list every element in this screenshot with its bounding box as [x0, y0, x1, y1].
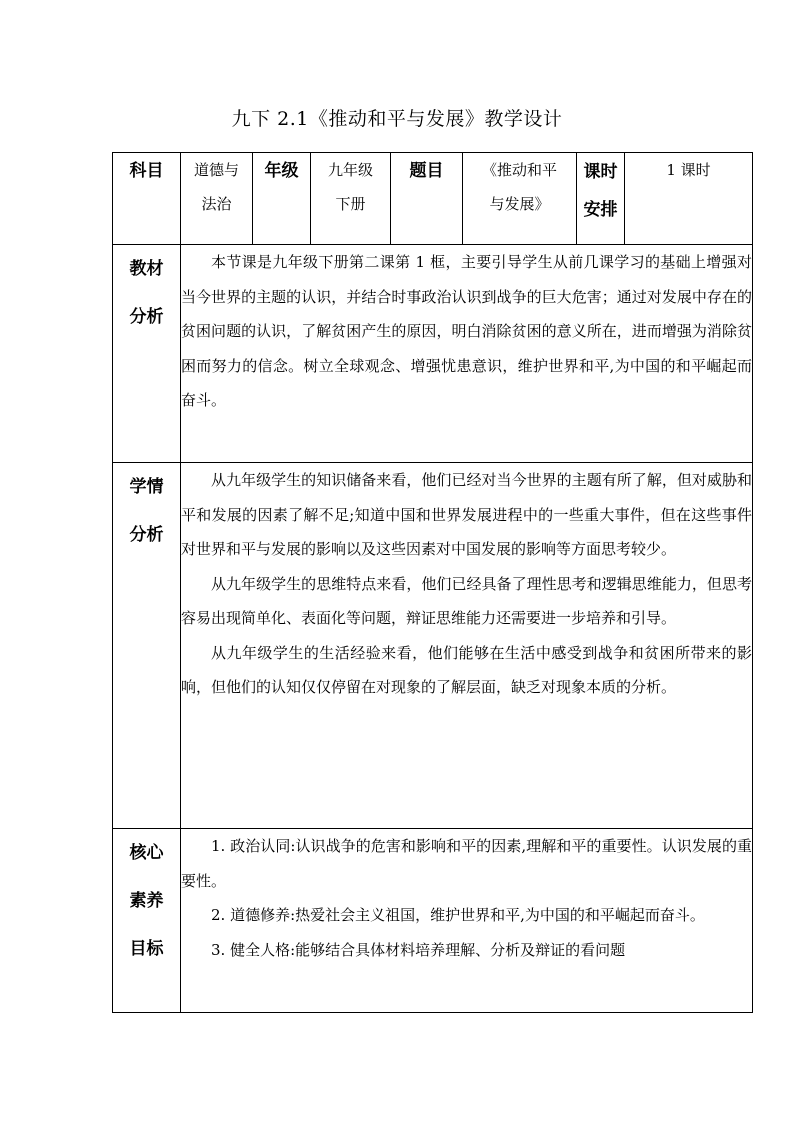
subject-label: 科目 [113, 153, 181, 245]
grade-value [311, 153, 391, 245]
section-paragraph: 本节课是九年级下册第二课第 1 框，主要引导学生从前几课学习的基础上增强对当今世界的主题的认识，并结合时事政治认识到战争的巨大危害；通过对发展中存在的贫困问题的认识，了解贫困产生的原因，明白消除贫困的意义所在，进而增强为消除贫困而努力的信念。树立全球观念、增强忧患意识，维护世界和平,为中国的和平崛起而奋斗。 [181, 253, 752, 409]
section-paragraph: 从九年级学生的思维特点来看，他们已经具备了理性思考和逻辑思维能力，但思考容易出现简单化、表面化等问题，辩证思维能力还需要进一步培养和引导。 [181, 574, 752, 627]
section-label-line: 教材 [129, 259, 164, 279]
grade-value-line: 下册 [335, 195, 366, 213]
section-label-line: 学情 [129, 477, 164, 497]
topic-label: 题目 [391, 153, 463, 245]
section-label-line: 目标 [129, 939, 164, 959]
section-label-line: 分析 [129, 307, 164, 327]
section-label [113, 463, 181, 829]
section-label-line: 核心 [129, 843, 164, 863]
section-row-student-analysis [113, 463, 753, 829]
section-paragraph: 从九年级学生的生活经验来看，他们能够在生活中感受到战争和贫困所带来的影响，但他们的认知仅仅停留在对现象的了解层面，缺乏对现象本质的分析。 [181, 643, 752, 696]
topic-value [463, 153, 577, 245]
document-title: 九下 2.1《推动和平与发展》教学设计 [231, 108, 563, 130]
topic-value-line: 《推动和平 [481, 161, 557, 179]
schedule-label-line: 课时 [583, 162, 618, 182]
schedule-label-line: 安排 [583, 200, 618, 220]
section-paragraph: 3. 健全人格:能够结合具体材料培养理解、分析及辩证的看问题 [211, 940, 626, 959]
subject-value-line: 法治 [201, 195, 232, 213]
section-content [181, 829, 753, 1013]
lesson-plan-table [112, 152, 753, 1013]
section-row-textbook-analysis [113, 245, 753, 463]
subject-value [181, 153, 253, 245]
section-paragraph: 1. 政治认同:认识战争的危害和影响和平的因素,理解和平的重要性。认识发展的重要性。 [181, 837, 752, 890]
section-label-line: 素养 [129, 891, 164, 911]
section-paragraph: 2. 道德修养:热爱社会主义祖国，维护世界和平,为中国的和平崛起而奋斗。 [211, 906, 705, 924]
schedule-label [577, 153, 625, 245]
subject-value-line: 道德与 [193, 161, 239, 179]
grade-value-line: 九年级 [327, 161, 373, 179]
section-label [113, 245, 181, 463]
section-content [181, 245, 753, 463]
section-label-line: 分析 [129, 525, 164, 545]
section-row-core-literacy-goals [113, 829, 753, 1013]
section-content [181, 463, 753, 829]
section-paragraph: 从九年级学生的知识储备来看，他们已经对当今世界的主题有所了解，但对威胁和平和发展的因素了解不足;知道中国和世界发展进程中的一些重大事件，但在这些事件对世界和平与发展的影响以及这些因素对中国发展的影响等方面思考较少。 [181, 471, 752, 558]
section-label [113, 829, 181, 1013]
grade-label: 年级 [253, 153, 311, 245]
header-row [113, 153, 753, 245]
topic-value-line: 与发展》 [489, 195, 550, 213]
schedule-value: 1 课时 [625, 153, 753, 245]
